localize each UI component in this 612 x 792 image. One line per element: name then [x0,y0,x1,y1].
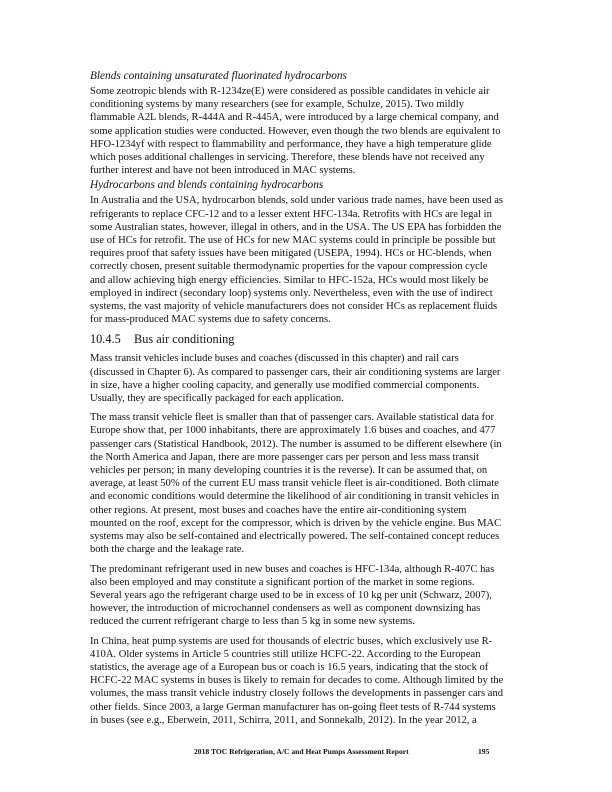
text-line: Several years ago the refrigerant charge used to be in excess of 10 kg per unit (Schwarz, 2007), [90,589,492,601]
text-line: volumes, the mass transit vehicle industry closely follows the developments in passenger cars and [90,688,503,700]
text-line: The predominant refrigerant used in new buses and coaches is HFC-134a, although R-407C has [90,563,495,575]
page-number: 195 [478,747,490,756]
section-heading-bus-ac [90,332,528,347]
text-line: other regions. At present, most buses and coaches have the entire air-conditioning system [90,504,467,516]
text-line: for mass-produced MAC systems due to safety concerns. [90,314,331,326]
text-line: The mass transit vehicle fleet is smaller than that of passenger cars. Available statistical data for [90,412,494,424]
page-footer [194,747,494,756]
paragraph-blends [90,85,528,177]
text-line: HCFC-22 MAC systems in buses is likely to remain for decades to come. Although limited by the [90,675,504,687]
text-line: Some zeotropic blends with R-1234ze(E) were considered as possible candidates in vehicle air [90,86,490,97]
text-line: passenger cars (Statistical Handbook, 2012). The number is assumed to be different elsewhere (in [90,438,502,450]
text-line: use of HCs for retrofit. The use of HCs for new MAC systems could in principle be possible but [90,235,496,247]
text-line: refrigerants to replace CFC-12 and to a lesser extent HFC-134a. Retrofits with HCs are legal in [90,208,492,220]
text-line: some Australian states, however, illegal in others, and in the USA. The US EPA has forbidden the [90,221,502,233]
text-line: Europe show that, per 1000 inhabitants, there are approximately 1.6 buses and coaches, and 477 [90,425,496,437]
text-line: In Australia and the USA, hydrocarbon blends, sold under various trade names, have been used as [90,195,503,207]
text-line: average, at least 50% of the current EU mass transit vehicle fleet is air-conditioned. Both climate [90,478,499,490]
text-line: and allow achieving high energy efficiencies. Similar to HFC-152a, HCs would most likely be [90,274,489,286]
text-line: mounted on the roof, except for the compressor, which is driven by the vehicle engine. Bus MAC [90,517,502,529]
paragraph-hydrocarbons [90,194,528,326]
text-line: systems, the vast majority of vehicle manufacturers does not consider HCs as replacement fluids [90,301,498,313]
text-line: systems may also be self-contained and electrically powered. The self-contained concept reduces [90,531,500,543]
text-line: some application studies were conducted. However, even though the two blends are equivalent to [90,125,501,137]
text-line: statistics, the average age of a European bus or coach is 16.5 years, indicating that the stock of [90,661,489,673]
subheading-blends: Blends containing unsaturated fluorinated hydrocarbons [90,70,347,82]
text-line: flammable A2L blends, R-444A and R-445A, were introduced by a large chemical company, and [90,112,499,124]
text-line: HFO-1234yf with respect to flammability and performance, they have a high temperature glide [90,138,492,150]
text-line: (discussed in Chapter 6). As compared to passenger cars, their air conditioning systems are larger [90,366,501,378]
text-line: 410A. Older systems in Article 5 countries still utilize HCFC-22. According to the European [90,648,481,660]
paragraph-bus-4 [90,635,528,727]
text-line: both the charge and the leakage rate. [90,544,245,556]
text-line: reduced the current refrigerant charge to less than 5 kg in some new systems. [90,616,415,628]
text-line: also been employed and may constitute a significant portion of the market in some regions. [90,576,475,588]
section-title: Bus air conditioning [134,332,235,347]
text-line: conditioning systems by many researchers (see for example, Schulze, 2015). Two mildly [90,99,464,111]
text-line: further interest and have not been introduced in MAC systems. [90,165,356,177]
text-line: requires proof that safety issues have been mitigated (USEPA, 1994). HCs or HC-blends, when [90,248,492,260]
footer-report-title: 2018 TOC Refrigeration, A/C and Heat Pumps Assessment Report [194,747,409,756]
text-line: and economic conditions would determine the likelihood of air conditioning in transit vehicles in [90,491,500,503]
subheading-hydrocarbons: Hydrocarbons and blends containing hydrocarbons [90,179,324,192]
text-line: other fields. Since 2003, a large German manufacturer has on-going fleet tests of R-744 systems [90,701,496,713]
text-line: correctly chosen, present suitable thermodynamic properties for the vapour compression cycle [90,261,488,273]
paragraph-bus-2 [90,411,528,556]
text-line: the North America and Japan, there are more passenger cars per person and less mass transit [90,451,479,463]
text-line: which poses additional challenges in servicing. Therefore, these blends have not received any [90,152,485,164]
text-line: Usually, they are specifically packaged for each application. [90,393,344,405]
text-line: employed in indirect (secondary loop) systems only. Nevertheless, even with the use of indirect [90,287,493,299]
text-line: in buses (see e.g., Eberwein, 2011, Schirra, 2011, and Sonnekalb, 2012). In the year 2012, a [90,714,477,726]
text-line: in size, have a higher cooling capacity, and generally use modified commercial components. [90,379,480,391]
text-line: however, the introduction of microchannel condensers as well as component downsizing has [90,603,481,615]
paragraph-bus-3 [90,563,528,629]
text-line: In China, heat pump systems are used for thousands of electric buses, which exclusively use R- [90,635,493,647]
section-number: 10.4.5 [90,332,121,347]
paragraph-bus-1 [90,352,528,405]
page-body [90,69,528,733]
text-line: vehicles per person; in many developing countries it is the reverse). It can be assumed that, on [90,465,488,477]
text-line: Mass transit vehicles include buses and coaches (discussed in this chapter) and rail cars [90,353,459,365]
